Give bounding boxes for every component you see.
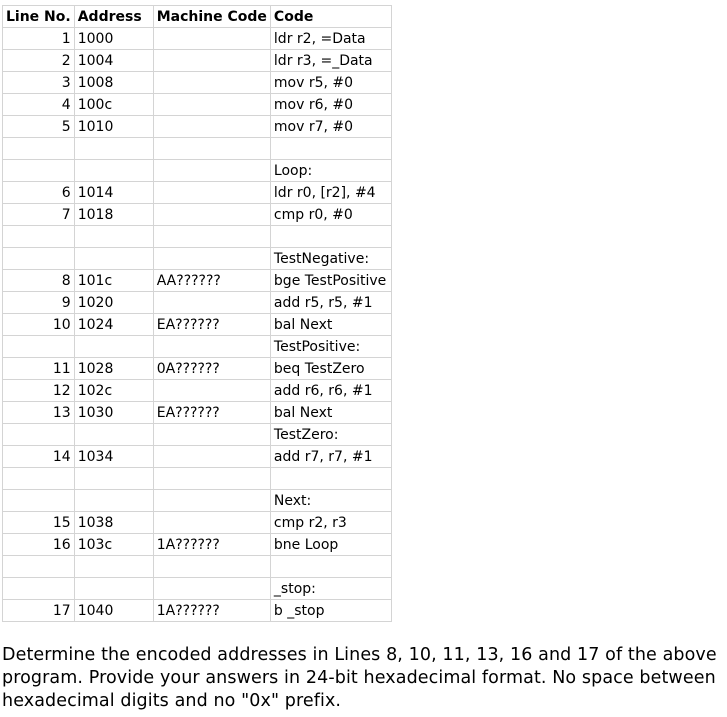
line-no-cell: 17 [3,600,75,622]
address-cell [74,578,153,600]
address-cell [74,424,153,446]
table-row [3,512,392,534]
code-cell: bge TestPositive [270,270,391,292]
code-cell: cmp r0, #0 [270,204,391,226]
machine-code-cell: 1A?????? [153,534,270,556]
code-cell: _stop: [270,578,391,600]
address-cell: 1010 [74,116,153,138]
table-row [3,556,392,578]
machine-code-cell [153,512,270,534]
code-cell [270,226,391,248]
machine-code-cell [153,248,270,270]
machine-code-cell [153,336,270,358]
table-row [3,182,392,204]
header-row [3,6,392,28]
table-row [3,600,392,622]
code-cell: bne Loop [270,534,391,556]
line-no-cell [3,160,75,182]
line-no-cell: 6 [3,182,75,204]
machine-code-cell: 0A?????? [153,358,270,380]
address-cell: 1030 [74,402,153,424]
line-no-cell: 11 [3,358,75,380]
machine-code-cell [153,556,270,578]
machine-code-cell: AA?????? [153,270,270,292]
table-row [3,468,392,490]
machine-code-cell [153,468,270,490]
address-cell [74,490,153,512]
table-row [3,204,392,226]
line-no-cell: 7 [3,204,75,226]
line-no-cell [3,424,75,446]
line-no-cell: 8 [3,270,75,292]
address-cell: 1024 [74,314,153,336]
code-cell: TestPositive: [270,336,391,358]
address-cell: 102c [74,380,153,402]
table-row [3,358,392,380]
code-cell: mov r5, #0 [270,72,391,94]
code-cell: mov r6, #0 [270,94,391,116]
table-row [3,226,392,248]
code-cell: ldr r2, =Data [270,28,391,50]
address-cell: 101c [74,270,153,292]
line-no-cell: 4 [3,94,75,116]
address-cell [74,226,153,248]
address-cell: 1008 [74,72,153,94]
code-cell: Next: [270,490,391,512]
line-no-cell [3,468,75,490]
machine-code-cell [153,94,270,116]
line-no-cell: 15 [3,512,75,534]
line-no-cell: 3 [3,72,75,94]
machine-code-cell: EA?????? [153,402,270,424]
code-cell: beq TestZero [270,358,391,380]
code-cell: b _stop [270,600,391,622]
header-line-no: Line No. [3,6,75,28]
line-no-cell [3,336,75,358]
line-no-cell: 9 [3,292,75,314]
code-cell: bal Next [270,402,391,424]
line-no-cell: 16 [3,534,75,556]
line-no-cell: 5 [3,116,75,138]
address-cell: 1040 [74,600,153,622]
machine-code-cell [153,578,270,600]
code-cell: Loop: [270,160,391,182]
address-cell [74,336,153,358]
address-cell: 1014 [74,182,153,204]
machine-code-cell [153,424,270,446]
line-no-cell: 12 [3,380,75,402]
table-row [3,270,392,292]
address-cell [74,556,153,578]
address-cell [74,160,153,182]
table-row [3,314,392,336]
machine-code-cell [153,72,270,94]
table-row [3,292,392,314]
header-machine-code: Machine Code [153,6,270,28]
line-no-cell: 13 [3,402,75,424]
code-cell: bal Next [270,314,391,336]
machine-code-cell [153,226,270,248]
machine-code-cell [153,490,270,512]
header-code: Code [270,6,391,28]
table-row [3,402,392,424]
table-row [3,94,392,116]
table-row [3,28,392,50]
machine-code-cell [153,28,270,50]
table-row [3,534,392,556]
table-row [3,446,392,468]
table-row [3,424,392,446]
address-cell: 103c [74,534,153,556]
line-no-cell [3,578,75,600]
line-no-cell: 2 [3,50,75,72]
code-cell [270,138,391,160]
line-no-cell [3,490,75,512]
code-cell: cmp r2, r3 [270,512,391,534]
address-cell [74,138,153,160]
address-cell: 1034 [74,446,153,468]
table-row [3,248,392,270]
table-row [3,116,392,138]
code-cell: add r5, r5, #1 [270,292,391,314]
machine-code-cell [153,138,270,160]
address-cell [74,248,153,270]
table-row [3,380,392,402]
address-cell: 1000 [74,28,153,50]
assembly-table [2,5,392,622]
code-cell: ldr r0, [r2], #4 [270,182,391,204]
table-row [3,50,392,72]
address-cell: 1004 [74,50,153,72]
machine-code-cell [153,116,270,138]
line-no-cell [3,556,75,578]
machine-code-cell [153,182,270,204]
code-cell: add r6, r6, #1 [270,380,391,402]
address-cell: 1020 [74,292,153,314]
header-address: Address [74,6,153,28]
code-cell: TestNegative: [270,248,391,270]
code-cell: mov r7, #0 [270,116,391,138]
line-no-cell: 10 [3,314,75,336]
table-row [3,336,392,358]
address-cell [74,468,153,490]
machine-code-cell [153,160,270,182]
code-cell: ldr r3, =_Data [270,50,391,72]
line-no-cell [3,248,75,270]
table-row [3,72,392,94]
table-row [3,490,392,512]
code-cell: TestZero: [270,424,391,446]
address-cell: 100c [74,94,153,116]
address-cell: 1028 [74,358,153,380]
machine-code-cell: EA?????? [153,314,270,336]
machine-code-cell [153,50,270,72]
address-cell: 1038 [74,512,153,534]
line-no-cell: 14 [3,446,75,468]
code-cell: add r7, r7, #1 [270,446,391,468]
machine-code-cell: 1A?????? [153,600,270,622]
machine-code-cell [153,292,270,314]
table-row [3,160,392,182]
table-row [3,138,392,160]
question-text: Determine the encoded addresses in Lines 8, 10, 11, 13, 16 and 17 of the above program. Provide your answers in 24-bit hexadecimal format. No space between hexadecimal digits and no "0x" prefix. [2,645,717,711]
line-no-cell [3,226,75,248]
table-row [3,578,392,600]
code-cell [270,556,391,578]
machine-code-cell [153,204,270,226]
line-no-cell: 1 [3,28,75,50]
address-cell: 1018 [74,204,153,226]
code-cell [270,468,391,490]
machine-code-cell [153,380,270,402]
line-no-cell [3,138,75,160]
machine-code-cell [153,446,270,468]
